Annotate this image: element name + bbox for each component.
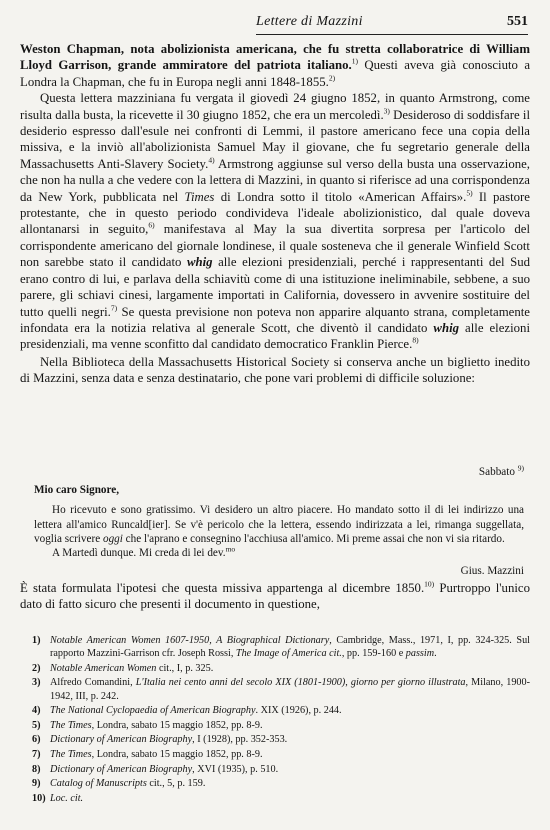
quoted-letter	[34, 465, 524, 578]
footnote-item: 4) The National Cyclopaedia of American Biography. XIX (1926), p. 244.	[32, 705, 342, 717]
footnote-number: 6)	[32, 734, 41, 746]
footnote-ref[interactable]: 4)	[208, 155, 215, 165]
footnote-item: 8) Dictionary of American Biography, XVI (1935), p. 510.	[32, 763, 279, 775]
letter-salutation: Mio caro Signore,	[34, 484, 120, 497]
letter-body: Ho ricevuto e sono gratissimo. Vi desidero un altro piacere. Ho mandato sotto il di lei indirizzo una lettera all'amico Runcald[ier]. Se v'è pericolo che la lettera, essendo indirizzata a lei, rimanga suggellata, voglia scrivere oggi che l'aprano e consegnino l'acchiusa all'amico. Mi preme assai che non vi sia ritardo.	[34, 504, 524, 545]
paragraph-4: È stata formulata l'ipotesi che questa missiva appartenga al dicembre 1850.$^{10)}$ Purtroppo l'unico dato di fatto sicuro che presenti il documento in questione,	[20, 579, 530, 612]
footnote-item: 6) Dictionary of American Biography, I (1928), pp. 352-353.	[32, 734, 288, 746]
paragraph-3: Nella Biblioteca della Massachusetts Historical Society si conserva anche un biglietto inedito di Mazzini, senza data e senza destinatario, che pone vari problemi di difficile soluzione:	[20, 354, 530, 386]
footnote-number: 2)	[32, 662, 41, 674]
footnote-ref[interactable]: 10)	[424, 579, 435, 589]
footnote-ref[interactable]: 2)	[328, 73, 336, 83]
footnote-ref[interactable]: 3)	[383, 106, 390, 116]
footnote-item: 3) Alfredo Comandini, L'Italia nei cento anni del secolo XIX (1801-1900), giorno per giorno illustrata, Milano, 1900-1942, III, p. 242.	[32, 677, 531, 702]
footnote-ref[interactable]: 8)	[412, 336, 419, 346]
header-rule	[256, 34, 528, 35]
footnote-number: 4)	[32, 705, 41, 717]
footnote-item: 9) Catalog of Manuscripts cit., 5, p. 159.	[32, 778, 206, 790]
running-title: Lettere di Mazzini	[256, 14, 363, 29]
running-header	[20, 14, 528, 34]
letter-closing: A Martedì dunque. Mi creda di lei dev.$^{mo}$	[52, 544, 236, 560]
footnote-number: 9)	[32, 778, 41, 790]
footnote-item: 1) Notable American Women 1607-1950, A Biographical Dictionary, Cambridge, Mass., 1971, I, pp. 324-325. Sul rapporto Mazzini-Garrison cfr. Joseph Rossi, The Image of America cit., pp. 159-160 e passim.	[32, 635, 530, 660]
footnote-number: 10)	[32, 792, 46, 804]
continuation-text	[20, 580, 530, 613]
main-text	[20, 41, 530, 387]
footnotes	[20, 634, 530, 806]
footnote-ref[interactable]: 9)	[517, 463, 524, 473]
letter-dateline: Sabbato $^{9)}$	[478, 463, 524, 478]
footnote-ref[interactable]: 7)	[110, 303, 118, 313]
page-number: 551	[507, 14, 528, 29]
footnote-item: 2) Notable American Women cit., I, p. 325.	[32, 662, 214, 674]
letter-signature: Gius. Mazzini	[460, 565, 524, 578]
footnote-item: 7) The Times, Londra, sabato 15 maggio 1852, pp. 8-9.	[32, 748, 263, 760]
paragraph-2: Questa lettera mazziniana fu vergata il giovedì 24 giugno 1852, in quanto Armstrong, come risulta dalla busta, la ricevette il 30 giugno 1852, che era un mercoledì.$^{3)}$ Desideroso di soddisfare il desiderio espresso dall'esule nei confronti di Lemmi, il pastore americano fece una copia della missiva, e la inviò all'abolizionista Samuel May il giovane, che fu segretario generale della Massachusetts Anti-Slavery Society.$^{4)}$ Armstrong aggiunse sul verso della busta una osservazione, che non ha nulla a che vedere con la lettera di Mazzini, in quanto si riferisce ad una corrispondenza da New York, pubblicata nel Times di Londra sotto il titolo «American Affairs».$^{5)}$ Il pastore protestante, che in questo periodo condivideva l'ideale abolizionistico, dal quale doveva allontanarsi in seguito,$^{6)}$ manifestava al May la sua divertita sorpresa per l'articolo del corrispondente americano del giornale londinese, il quale sosteneva che il generale Winfield Scott non sarebbe stato il candidato whig alle elezioni presidenziali, perché i rappresentanti del Sud erano contro di lui, e parlava della schiavitù come di una istituzione ineliminabile, sebbene, a suo parere, gli schiavi cinesi, largamente importati in California, dovessero in avvenire sostituire del tutto quelli negri.$^{7)}$ Se questa previsione non poteva non apparire alquanto strana, completamente infondata era la notizia relativa al generale Scott, che diventò il candidato whig alle elezioni presidenziali, ma venne sconfitto dal candidato democratico Franklin Pierce.$^{8)}$	[20, 91, 531, 352]
footnote-number: 3)	[32, 677, 41, 689]
footnote-ref[interactable]: 5)	[466, 188, 473, 198]
footnote-item: 10) Loc. cit.	[32, 792, 84, 804]
footnote-ref[interactable]: 6)	[148, 221, 155, 231]
footnote-item: 5) The Times, Londra, sabato 15 maggio 1852, pp. 8-9.	[32, 719, 263, 731]
footnote-number: 5)	[32, 719, 41, 731]
footnote-number: 7)	[32, 748, 41, 760]
footnote-ref[interactable]: 1)	[351, 57, 358, 67]
footnote-number: 1)	[32, 635, 41, 646]
paragraph-1: Weston Chapman, nota abolizionista americana, che fu stretta collaboratrice di William Lloyd Garrison, grande ammiratore del patriota italiano.$^{1)}$ Questi aveva già conosciuto a Londra la Chapman, che fu in Europa negli anni 1848-1855.$^{2)}$	[20, 42, 530, 89]
footnote-number: 8)	[32, 763, 41, 775]
